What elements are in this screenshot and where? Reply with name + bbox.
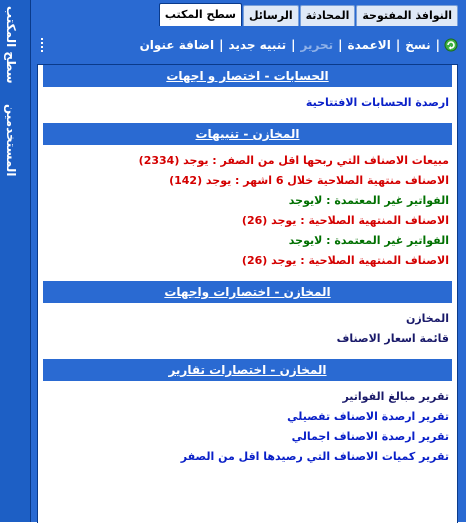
left-side-strip [0, 0, 31, 522]
section-header[interactable]: المخازن - اختصارات واجهات [43, 281, 452, 303]
desktop-window [31, 0, 466, 522]
list-item[interactable]: الاصناف منتهية الصلاحية خلال 6 اشهر : يوجد (142) [169, 174, 449, 187]
side-users[interactable]: المستخدمين [4, 104, 18, 177]
section-header[interactable]: الحسابات - اختصار و اجهات [43, 65, 452, 87]
section-header[interactable]: المخازن - تنبيهات [43, 123, 452, 145]
list-item[interactable]: الاصناف المنتهية الصلاحية : يوجد (26) [241, 254, 449, 267]
toolbar-separator: | [219, 38, 224, 52]
section-accounts [38, 65, 457, 113]
list-item[interactable]: المخازن [405, 312, 449, 325]
tab-messages[interactable]: الرسائل [243, 5, 299, 26]
refresh-icon[interactable] [444, 38, 458, 52]
section-stores-shortcuts [38, 281, 457, 349]
toolbar-separator: | [395, 38, 401, 52]
section-header[interactable]: المخازن - اختصارات تقارير [43, 359, 452, 381]
tab-strip [158, 4, 458, 26]
toolbar-separator: | [338, 38, 343, 52]
side-title[interactable]: سطح المكتب [4, 6, 18, 84]
list-item[interactable]: تقرير ارصدة الاصناف تفصيلي [287, 410, 449, 423]
list-item[interactable]: الفواتير غير المعتمدة : لايوجد [288, 194, 449, 207]
toolbar-separator: | [435, 38, 440, 52]
tab-chat[interactable]: المحادثة [300, 5, 356, 26]
section-stores-reports [38, 359, 457, 467]
list-item[interactable]: قائمة اسعار الاصناف [336, 332, 449, 345]
list-item[interactable]: الفواتير غير المعتمدة : لايوجد [288, 234, 449, 247]
list-item[interactable]: تقرير كميات الاصناف التي رصيدها اقل من الصفر [180, 450, 449, 463]
content-pane [37, 64, 458, 523]
copy-button[interactable]: نسخ [405, 38, 431, 52]
list-item[interactable]: تقرير مبالغ الفواتير [342, 390, 449, 403]
new-alert-button[interactable]: تنبيه جديد [228, 38, 287, 52]
tab-open-windows[interactable]: النوافذ المفتوحة [356, 5, 458, 26]
columns-button[interactable]: الاعمدة [347, 38, 391, 52]
list-item[interactable]: مبيعات الاصناف التي ربحها اقل من الصفر : يوجد (2334) [138, 154, 449, 167]
toolbar-grip-icon[interactable] [39, 37, 45, 53]
list-item[interactable]: ارصدة الحسابات الافتتاحية [305, 96, 449, 109]
toolbar [35, 32, 462, 58]
add-title-button[interactable]: اضافة عنوان [139, 38, 215, 52]
section-stores-alerts [38, 123, 457, 271]
list-item[interactable]: تقرير ارصدة الاصناف اجمالي [291, 430, 449, 443]
tab-desktop[interactable]: سطح المكتب [159, 3, 242, 26]
list-item[interactable]: الاصناف المنتهية الصلاحية : يوجد (26) [241, 214, 449, 227]
edit-button[interactable]: تحرير [300, 38, 334, 52]
toolbar-separator: | [291, 38, 296, 52]
